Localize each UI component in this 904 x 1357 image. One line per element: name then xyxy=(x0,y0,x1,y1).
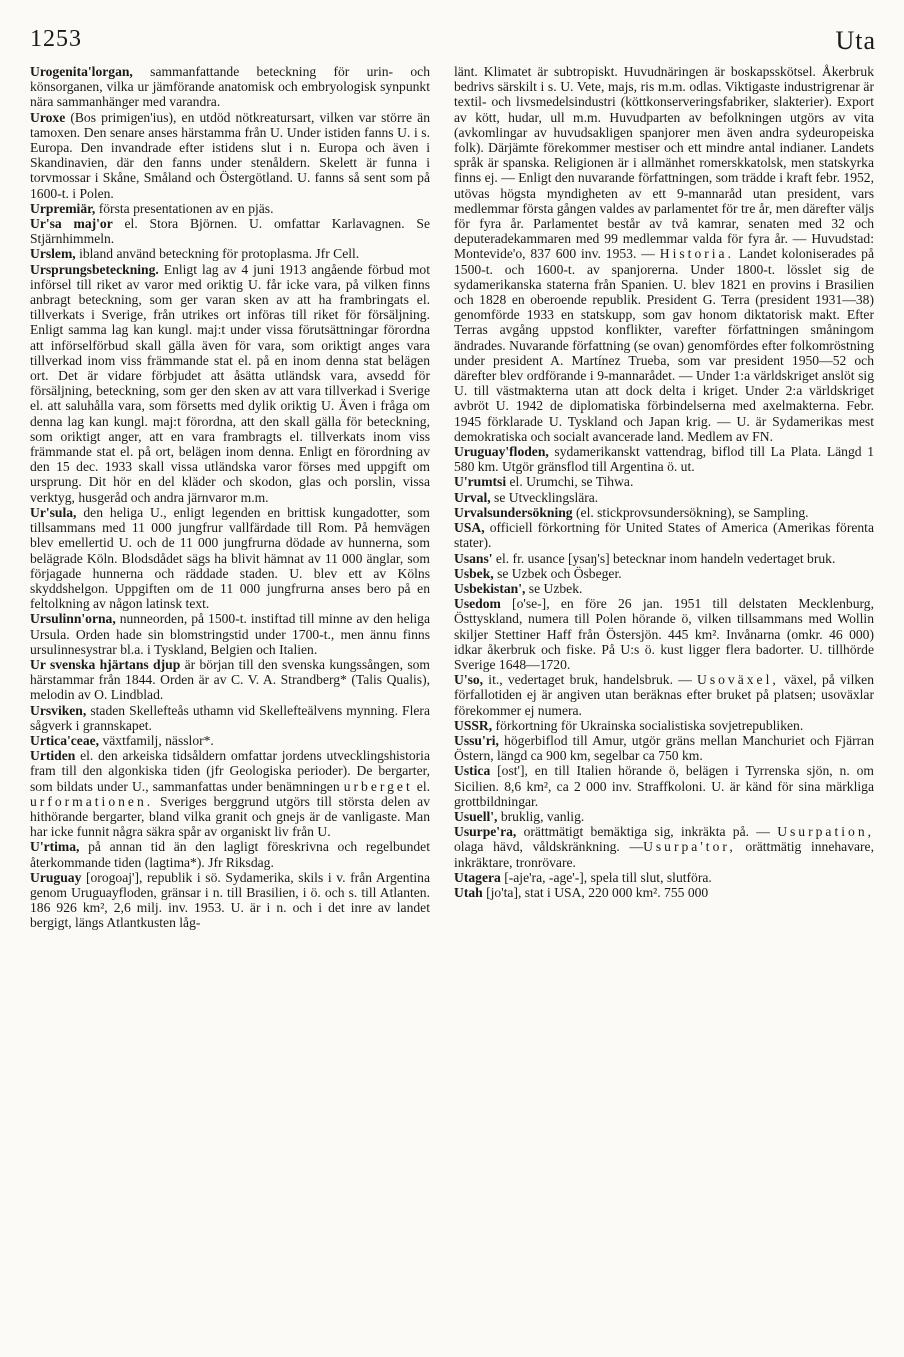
entry-spaced-term: Historia. xyxy=(659,246,734,262)
entry-text: ibland använd beteckning för protoplasma. Jfr Cell. xyxy=(75,246,360,262)
dictionary-entry xyxy=(30,64,430,110)
entry-headword: Urvalsundersökning xyxy=(454,504,573,520)
dictionary-entry xyxy=(30,110,430,201)
dictionary-entry xyxy=(30,733,430,748)
entry-headword: Usuell', xyxy=(454,808,498,824)
entry-headword: Ustica xyxy=(454,763,491,779)
entry-text: el. den arkeiska tidsåldern omfattar jordens utvecklingshistoria fram till den algonkiska tiden (jfr Geologiska perioder). De bergarter, som bildats under U., sammanfattas under benämningen xyxy=(30,748,430,794)
entry-text: första presentationen av en pjäs. xyxy=(95,200,274,216)
entry-headword: Ursulinn'orna, xyxy=(30,611,116,627)
entry-headword: Ur svenska hjärtans djup xyxy=(30,656,181,672)
dictionary-entry xyxy=(30,839,430,869)
dictionary-entry xyxy=(454,64,874,444)
entry-headword: Uruguay xyxy=(30,869,82,885)
entry-headword: Usedom xyxy=(454,596,501,612)
entry-text: el. xyxy=(412,778,430,794)
dictionary-entry xyxy=(454,809,874,824)
entry-text: el. Stora Björnen. U. omfattar Karlavagnen. Se Stjärnhimmeln. xyxy=(30,216,430,247)
dictionary-entry xyxy=(454,520,874,550)
dictionary-entry xyxy=(454,733,874,763)
dictionary-entry xyxy=(30,216,430,246)
entry-headword: Usans' xyxy=(454,550,493,566)
entry-headword: Usbek, xyxy=(454,565,494,581)
entry-text: (el. stickprovsundersökning), se Sampling. xyxy=(572,504,809,520)
entry-headword: U'so, xyxy=(454,672,484,688)
entry-headword: Urpremiär, xyxy=(30,200,96,216)
dictionary-entry xyxy=(454,763,874,809)
entry-spaced-term: Usurpa'tor, xyxy=(643,839,736,855)
dictionary-entry xyxy=(30,748,430,839)
entry-headword: Utah xyxy=(454,884,483,900)
entry-text: se Uzbek. xyxy=(525,580,583,596)
entry-text: [-aje'ra, -age'-], spela till slut, slutföra. xyxy=(500,869,712,885)
entry-text: el. Urumchi, se Tihwa. xyxy=(506,474,634,490)
entry-text: officiell förkortning för United States of America (Amerikas förenta stater). xyxy=(454,520,874,551)
entry-text: (Bos primigen'ius), en utdöd nötkreatursart, vilken var större än tamoxen. Den senare anses härstamma från U. Under istiden fanns U. i s. Europa. Den invandrade efter istidens slut i n. Europa och även i Skandinavien, där den fanns under stenåldern. Skelett är funna i torvmossar i Skåne, Småland och Östergötland. U. fanns så sent som på 1600-t. i Polen. xyxy=(30,109,430,201)
entry-headword: Ur'sa maj'or xyxy=(30,216,113,232)
entry-text: olaga hävd, våldskränkning. — xyxy=(454,839,644,855)
entry-text: orättmätigt bemäktiga sig, inkräkta på. — xyxy=(516,824,770,840)
entry-headword: Urtiden xyxy=(30,748,76,764)
right-column xyxy=(454,64,874,1279)
dictionary-entry xyxy=(454,870,874,885)
dictionary-entry xyxy=(30,703,430,733)
dictionary-entry xyxy=(30,870,430,931)
entry-text: se Utvecklingslära. xyxy=(490,489,599,505)
entry-headword: Utagera xyxy=(454,869,501,885)
entry-text: it., vedertaget bruk, handelsbruk. — xyxy=(483,672,692,688)
entry-headword: USA, xyxy=(454,520,485,536)
entry-spaced-term: urberget xyxy=(343,778,413,794)
entry-headword: Ur'sula, xyxy=(30,504,77,520)
dictionary-entry xyxy=(454,474,874,489)
entry-headword: Ursprungsbeteckning. xyxy=(30,261,159,277)
entry-headword: Ursviken, xyxy=(30,702,87,718)
entry-headword: Urval, xyxy=(454,489,491,505)
entry-text: [jo'ta], stat i USA, 220 000 km². 755 000 xyxy=(482,884,709,900)
dictionary-entry xyxy=(30,201,430,216)
entry-text: på annan tid än den lagligt föreskrivna och regelbundet återkommande tiden (lagtima*). Jfr Riksdag. xyxy=(30,839,430,870)
left-column xyxy=(30,64,430,1254)
dictionary-entry xyxy=(454,672,874,718)
entry-text: den heliga U., enligt legenden en brittisk kungadotter, som tillsammans med 11 000 jungfrur vallfärdade till Rom. På hemvägen blev emellertid U. och de 11 000 jungfrurna dödade av hunnerna, som belägrade Köln. Blodsdådet sägs ha blivit hämnat av 11 000 änglar, som förjagade hunnerna och räddade staden. U. blev ett av Kölns skyddshelgon. Uppgiften om de 11 000 jungfrurna anses bero på en feltolkning av någon latinsk text. xyxy=(30,504,430,612)
entry-headword: Ussu'ri, xyxy=(454,732,499,748)
entry-text: sammanfattande beteckning för urin- och könsorganen, vilka ur jämförande anatomisk och embryologisk synpunkt nära sammanhänger med varandra. xyxy=(30,64,430,110)
entry-text: [o'se-], en före 26 jan. 1951 till delstaten Mecklenburg, Östtyskland, numera till Polen hörande ö, vilken tillsammans med Wollin skiljer Stettiner Haff från Östersjön. 445 km². Invånarna (omkr. 46 000) idkar åkerbruk och fiske. På U:s ö. kust ligger flera badorter. U. tillhörde Sverige 1648—1720. xyxy=(454,596,874,672)
dictionary-entry xyxy=(454,581,874,596)
entry-spaced-term: Usurpation, xyxy=(777,824,874,840)
dictionary-entry xyxy=(30,611,430,657)
entry-spaced-term: urformationen. xyxy=(30,793,154,809)
entry-headword: Usurpe'ra, xyxy=(454,824,517,840)
entry-headword: Urslem, xyxy=(30,246,76,262)
dictionary-entry xyxy=(30,505,430,611)
entry-headword: U'rtima, xyxy=(30,839,80,855)
entry-text: förkortning för Ukrainska socialistiska sovjetrepubliken. xyxy=(492,717,804,733)
entry-text: Landet koloniserades på 1500-t. och 1600-t. av spanjorerna. Under 1800-t. lösslet sig de sydamerikanska staterna från Spanien. U. blev 1821 en provins i Brasilien och 1828 en oberoende republik. President G. Terra (president 1931—38) genomförde 1933 en statskupp, som gav honom diktatorisk makt. Efter Terras avgång uppstod konflikter, varefter författningen småningom ändrades. Nuvarande författning (se ovan) genomfördes efter folkomröstning under president A. Martínez Trueba, som var president 1950—52 och därefter blev ordförande i 9-mannarådet. — Under 1:a världskriget anslöt sig U. till västmakterna utan att dock delta i kriget. Under 2:a världskriget avbröt U. 1942 de diplomatiska förbindelserna med axelmakterna. Febr. 1945 förklarade U. Tyskland och Japan krig. — U. är Sydamerikas mest demokratiska och socialt avancerade land. Medlem av FN. xyxy=(454,246,874,444)
entry-headword: U'rumtsi xyxy=(454,474,507,490)
dictionary-entry xyxy=(454,885,874,900)
entry-text: nunneorden, på 1500-t. instiftad till minne av den heliga Ursula. Orden hade sin blomstringstid under 1700-t., men ännu finns ursulinnesystrar bl.a. i Tyskland, Belgien och Italien. xyxy=(30,611,430,657)
dictionary-entry xyxy=(454,596,874,672)
entry-text: [orogoaj'], republik i sö. Sydamerika, skils i v. från Argentina genom Uruguayfloden, gränsar i n. till Brasilien, i ö. och s. till Atlanten. 186 926 km², 2,6 milj. inv. 1953. U. är i n. och i det inre av landet bergigt, längs Atlantkusten låg- xyxy=(30,869,430,931)
entry-headword: Uruguay'floden, xyxy=(454,444,549,460)
entry-text: högerbiflod till Amur, utgör gräns mellan Manchuriet och Fjärran Östern, längd ca 900 km, segelbar ca 750 km. xyxy=(454,732,874,764)
entry-headword: Urtica'ceae, xyxy=(30,732,100,748)
entry-text: bruklig, vanlig. xyxy=(497,808,585,824)
entry-text: orättmätig innehavare, inkräktare, tronrövare. xyxy=(454,839,874,870)
entry-text: se Uzbek och Ösbeger. xyxy=(493,565,622,581)
running-head: Uta xyxy=(835,26,876,55)
entry-text: staden Skellefteås uthamn vid Skellefteälvens mynning. Flera sågverk i grannskapet. xyxy=(30,702,430,733)
entry-text: växel, på vilken förfallotiden ej är angiven utan beräknas efter bruket på platsen; usoväxlar förekommer ej numera. xyxy=(454,672,874,718)
entry-text: Enligt lag av 4 juni 1913 angående förbud mot införsel till riket av varor med oriktig U. får icke vara, på vilken finns anbragt beteckning, som ger varan sken av att ha frambringats el. tillverkats i Sverige, från utrikes ort införas till riket för försäljning. Enligt samma lag kan kungl. maj:t under vissa förutsättningar förordna att införselförbud skall gälla även för vara, som oriktigt anges vara tillverkad inom viss främmande stat el. på en inom denna stat belägen ort. Det är vidare förbjudet att åsätta utländsk vara, avsedd för försäljning, beteckning, som ger den sken av att vara tillverkad i Sverige el. att saluhålla vara, som försetts med dylik oriktig U. Även i fråga om denna lag kan kungl. maj:t förordna, att den skall gälla för beteckning, som oriktigt anger, att en vara frambragts el. tillverkats inom viss främmande stat el. på ort, belägen inom denna. Enligt en förordning av den 15 dec. 1933 skall vissa utländska varor förses med uppgift om ursprung. Dit hör en del kläder och skodon, glas och porslin, vissa verktyg, husgeråd och andra järnvaror m.m. xyxy=(30,261,430,505)
page-number: 1253 xyxy=(30,26,82,52)
entry-headword: USSR, xyxy=(454,717,493,733)
dictionary-entry xyxy=(454,444,874,474)
dictionary-entry xyxy=(454,824,874,870)
entry-text: [ost'], en till Italien hörande ö, belägen i Tyrrenska sjön, n. om Sicilien. 8,6 km², ca 2 000 inv. Straffkoloni. U. är känd för sina märkliga grottbildningar. xyxy=(454,763,874,809)
dictionary-entry xyxy=(30,246,430,261)
entry-text: länt. Klimatet är subtropiskt. Huvudnäringen är boskapsskötsel. Åkerbruk bedrivs särskilt i s. U. Vete, majs, ris m.m. odlas. Viktigaste industrigrenar är textil- och livsmedelsindustri (köttkonserveringsfabriker, slakterier). Export av kött, hudar, ull m.m. Huvudparten av befolkningen utgörs av vita (avkomlingar av huvudsakligen spanjorer men även andra sydeuropeiska folk). Därjämte förekommer mestiser och ett mindre antal indianer. Landets språk är spanska. Religionen är i allmänhet romerskkatolsk, men statskyrka finns ej. — Enligt den nuvarande författningen, som trädde i kraft febr. 1952, utövas högsta myndigheten av ett 9-mannaråd utan president, vars medlemmar första gången valdes av parlamentet för tre år, men därefter väljs för fyra år. Parlamentet består av två kamrar, senaten med 32 och deputeradekammaren med 99 medlemmar valda för fyra år. — Huvudstad: Montevide'o, 837 600 inv. 1953. — xyxy=(454,64,874,262)
entry-text: Sveriges berggrund utgörs till största delen av hithörande bergarter, bland vilka granit och gnejs är de vanligaste. Man har icke funnit några säkra spår av organiskt liv från U. xyxy=(30,793,430,840)
entry-text: växtfamilj, nässlor*. xyxy=(99,732,214,748)
entry-spaced-term: Usoväxel, xyxy=(697,672,779,688)
entry-text: el. fr. usance [ysaŋ's] betecknar inom handeln vedertaget bruk. xyxy=(492,550,836,566)
entry-headword: Urogenita'lorgan, xyxy=(30,64,133,79)
dictionary-entry xyxy=(30,262,430,505)
entry-headword: Usbekistan', xyxy=(454,580,526,596)
dictionary-entry xyxy=(454,566,874,581)
dictionary-entry xyxy=(30,657,430,703)
dictionary-entry xyxy=(454,505,874,520)
entry-text: är början till den svenska kungssången, som härstammar från 1844. Orden är av C. V. A. Strandberg* (Talis Qualis), melodin av O. Lindblad. xyxy=(30,656,430,703)
dictionary-entry xyxy=(454,718,874,733)
dictionary-entry xyxy=(454,551,874,566)
entry-text: sydamerikanskt vattendrag, biflod till La Plata. Längd 1 580 km. Utgör gränsflod till Argentina ö. ut. xyxy=(454,444,874,475)
dictionary-entry xyxy=(454,490,874,505)
entry-headword: Uroxe xyxy=(30,109,66,125)
